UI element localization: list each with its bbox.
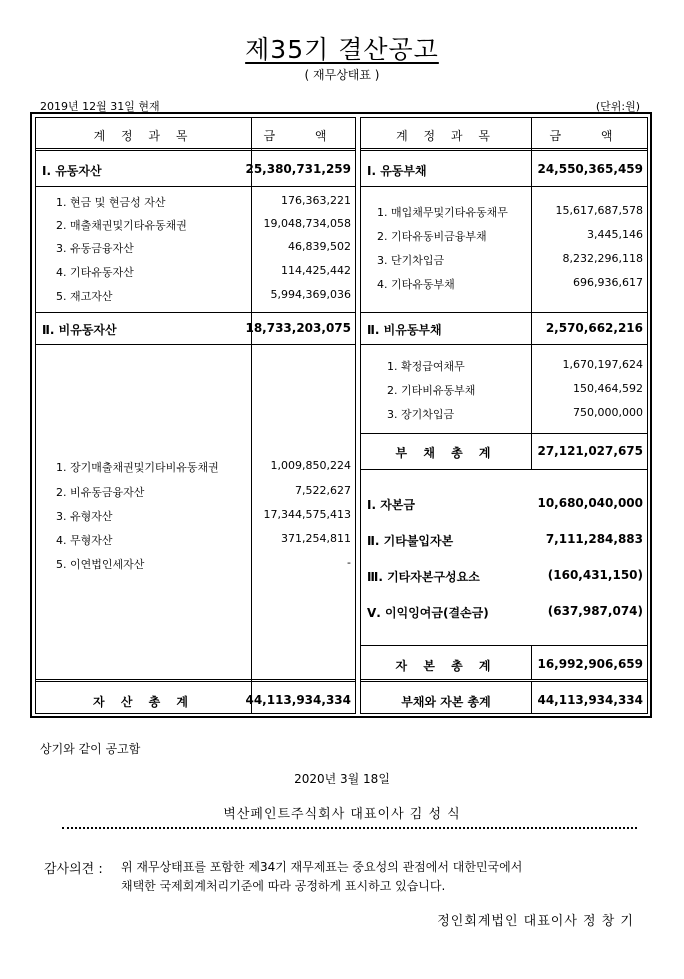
current-asset-amount: 46,839,502 (288, 240, 351, 253)
header-amount-liabilities: 금 액 (549, 129, 631, 143)
current-asset-item: 1. 현금 및 현금성 자산 (56, 196, 166, 209)
current-liability-amount: 15,617,687,578 (555, 204, 643, 217)
noncurrent-asset-amount: 7,522,627 (295, 484, 351, 497)
noncurrent-liability-item: 1. 확정급여채무 (387, 360, 465, 373)
noncurrent-liability-item: 3. 장기차입금 (387, 408, 455, 421)
total-liabilities-label: 부 채 총 계 (395, 446, 497, 460)
noncurrent-asset-item: 4. 무형자산 (56, 534, 113, 547)
noncurrent-asset-item: 2. 비유동금융자산 (56, 486, 145, 499)
total-assets-label: 자 산 총 계 (93, 695, 194, 709)
current-liability-item: 2. 기타유동비금융부채 (377, 230, 487, 243)
announcement-note: 상기와 같이 공고함 (40, 742, 141, 756)
current-asset-item: 3. 유동금융자산 (56, 242, 134, 255)
current-liability-amount: 8,232,296,118 (562, 252, 643, 265)
equity-item-amount: 7,111,284,883 (545, 532, 643, 546)
equity-item-label: Ⅰ. 자본금 (367, 498, 415, 512)
equity-item-label: Ⅱ. 기타불입자본 (367, 534, 454, 548)
company-signature: 벽산페인트주식회사 대표이사 김 성 식 (223, 807, 461, 822)
audit-opinion-text: 채택한 국제회계처리기준에 따라 공정하게 표시하고 있습니다. (121, 879, 446, 893)
document-title: 제35기 결산공고 (245, 35, 439, 64)
statement-date: 2019년 12월 31일 현재 (40, 100, 160, 113)
total-equity-amount: 16,992,906,659 (537, 657, 643, 671)
noncurrent-liability-amount: 750,000,000 (573, 406, 643, 419)
noncurrent-assets-label: Ⅱ. 비유동자산 (42, 323, 117, 337)
current-liability-item: 3. 단기차입금 (377, 254, 445, 267)
current-asset-item: 2. 매출채권및기타유동채권 (56, 219, 187, 232)
current-asset-amount: 19,048,734,058 (263, 217, 351, 230)
equity-item-amount: (160,431,150) (547, 568, 643, 582)
total-assets-amount: 44,113,934,334 (245, 693, 351, 707)
current-asset-amount: 114,425,442 (281, 264, 351, 277)
current-asset-item: 4. 기타유동자산 (56, 266, 134, 279)
current-liabilities-label: Ⅰ. 유동부채 (367, 164, 427, 178)
dotted-divider (62, 827, 637, 829)
noncurrent-liability-amount: 150,464,592 (573, 382, 643, 395)
noncurrent-liability-amount: 1,670,197,624 (562, 358, 643, 371)
header-amount-assets: 금 액 (263, 129, 345, 143)
current-liability-amount: 3,445,146 (587, 228, 643, 241)
balance-sheet-table (30, 112, 652, 718)
noncurrent-asset-amount: 1,009,850,224 (270, 459, 351, 472)
noncurrent-liabilities-amount: 2,570,662,216 (545, 321, 643, 335)
noncurrent-liability-item: 2. 기타비유동부채 (387, 384, 476, 397)
equity-item-amount: (637,987,074) (547, 604, 643, 618)
current-asset-amount: 5,994,369,036 (270, 288, 351, 301)
current-liability-item: 4. 기타유동부채 (377, 278, 455, 291)
unit-label: (단위:원) (595, 100, 640, 113)
current-assets-label: Ⅰ. 유동자산 (42, 164, 102, 178)
current-assets-amount: 25,380,731,259 (245, 162, 351, 176)
header-account-assets: 계 정 과 목 (93, 129, 194, 143)
noncurrent-asset-item: 1. 장기매출채권및기타비유동채권 (56, 461, 219, 474)
current-asset-item: 5. 재고자산 (56, 290, 113, 303)
noncurrent-liabilities-label: Ⅱ. 비유동부채 (367, 323, 442, 337)
total-liabilities-amount: 27,121,027,675 (537, 444, 643, 458)
equity-item-label: Ⅲ. 기타자본구성요소 (367, 570, 480, 584)
equity-item-amount: 10,680,040,000 (537, 496, 643, 510)
auditor-signature: 정인회계법인 대표이사 정 창 기 (437, 914, 634, 929)
noncurrent-assets-amount: 18,733,203,075 (245, 321, 351, 335)
audit-opinion-label: 감사의견 : (44, 862, 103, 877)
equity-item-label: Ⅴ. 이익잉여금(결손금) (367, 606, 489, 620)
liabilities-equity-block (360, 117, 648, 714)
grand-total-amount: 44,113,934,334 (537, 693, 643, 707)
current-asset-amount: 176,363,221 (281, 194, 351, 207)
current-liability-item: 1. 매입채무및기타유동채무 (377, 206, 508, 219)
noncurrent-asset-amount: 17,344,575,413 (263, 508, 351, 521)
current-liability-amount: 696,936,617 (573, 276, 643, 289)
noncurrent-asset-amount: 371,254,811 (281, 532, 351, 545)
noncurrent-asset-amount: - (347, 556, 351, 569)
noncurrent-asset-item: 3. 유형자산 (56, 510, 113, 523)
grand-total-label: 부채와 자본 총계 (401, 695, 491, 709)
total-equity-label: 자 본 총 계 (395, 659, 497, 673)
current-liabilities-amount: 24,550,365,459 (537, 162, 643, 176)
header-account-liabilities: 계 정 과 목 (396, 129, 496, 143)
noncurrent-asset-item: 5. 이연법인세자산 (56, 558, 145, 571)
audit-opinion-text: 위 재무상태표를 포함한 제34기 재무제표는 중요성의 관점에서 대한민국에서 (121, 860, 523, 874)
assets-block (35, 117, 356, 714)
document-subtitle: ( 재무상태표 ) (304, 68, 380, 82)
announcement-date: 2020년 3월 18일 (294, 772, 390, 786)
